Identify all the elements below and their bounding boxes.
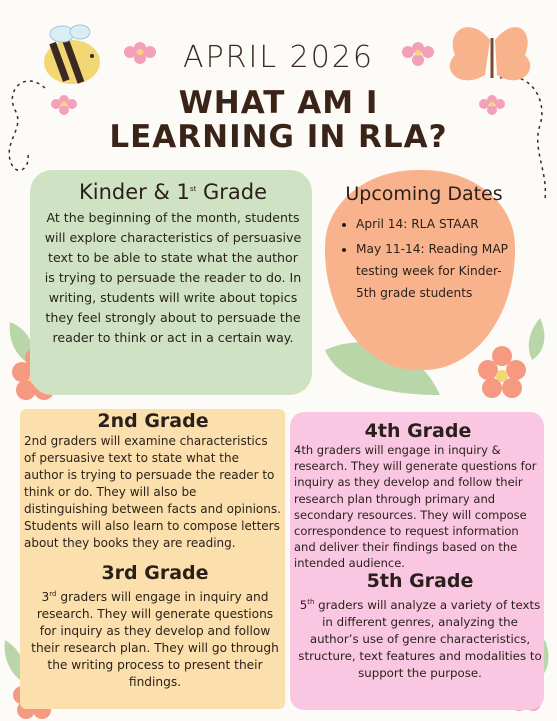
grade4-text: 4th graders will engage in inquiry & research. They will generate questions for inquiry as they develop and follow their research plan through primary and secondary resources. They will compose correspondence to request information and deliver their findings based on the intended audience. [294,443,537,571]
grade3-text-pre: 3 [41,590,50,605]
upcoming-title: Upcoming Dates [345,183,503,205]
page-title-line1: WHAT AM I [178,85,379,121]
flower-icon [478,346,526,398]
kinder-title-suffix: Grade [196,180,267,204]
grade2-text: 2nd graders will examine characteristics of persuasive text to state what the author is trying to persuade the reader to think or do. They will also be distinguishing between facts and opinions. Students will also learn to compose letters about they books they are reading. [24,434,281,550]
kinder-title-sup: st [189,185,197,193]
page-title-line2: LEARNING IN RLA? [109,119,448,155]
grade5-text-sup: th [307,598,315,606]
kinder-text: At the beginning of the month, students will explore characteristics of persuasive text to be able to state what the author is trying to persuade the reader to do. In writing, students will write about topics they feel strongly about to persuade the reader to think or act in a certain way. [44,210,302,345]
grade3-text-body: graders will engage in inquiry and research. They will generate questions for inquiry as they develop and follow their research plan. They will go through the writing process to present their findings. [31,590,279,690]
upcoming-content [338,183,510,307]
leaf-icon [529,318,545,360]
grade3-text [30,586,280,691]
upcoming-list [338,213,510,304]
grade3-title: 3rd Grade [101,562,209,584]
grade4-content [294,420,542,572]
kinder-content [42,180,304,348]
grade5-title: 5th Grade [366,570,474,592]
grade5-text [298,594,542,682]
grade5-text-pre: 5 [299,597,308,612]
upcoming-item: • May 11-14: Reading MAP testing week for Kinder-5th grade students [356,238,510,304]
kinder-title [42,180,304,204]
grade3-text-sup: rd [49,590,57,598]
grade5-content [298,570,542,682]
grade3-content [30,562,280,691]
kinder-title-text: Kinder & 1 [79,180,190,204]
upcoming-item: • April 14: RLA STAAR [356,213,510,235]
grade2-content [24,410,282,552]
grade5-text-body: graders will analyze a variety of texts in different genres, analyzing the author’s use of genre characteristics, structure, text features and modalities to support the purpose. [298,597,542,680]
month-heading: APRIL 2026 [183,40,374,75]
grade2-title: 2nd Grade [97,410,209,432]
grade4-title: 4th Grade [364,420,472,442]
page-title [0,86,557,154]
